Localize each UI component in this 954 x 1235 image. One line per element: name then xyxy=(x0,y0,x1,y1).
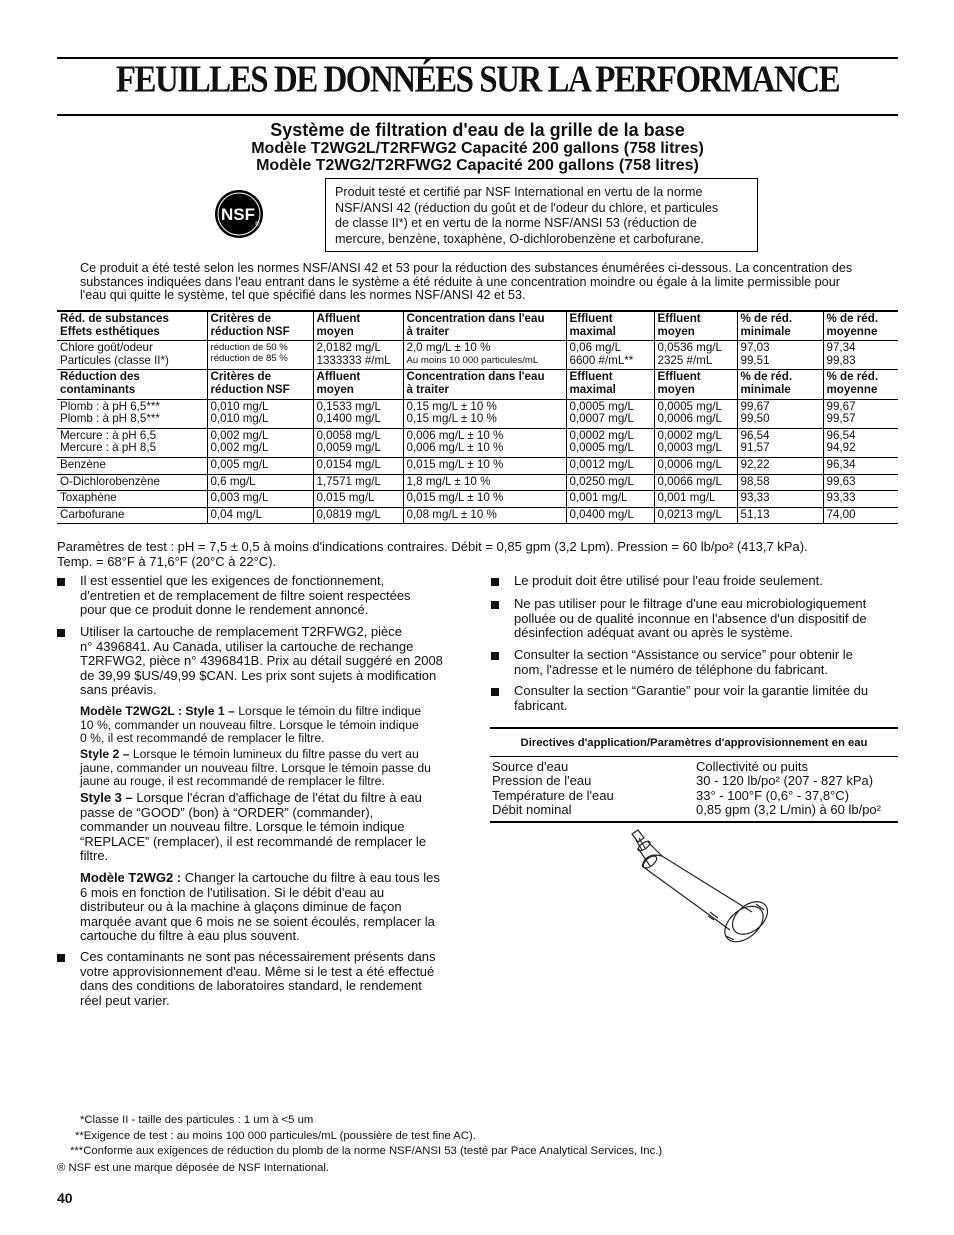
table-cell xyxy=(654,341,737,370)
table-cell-line: Chlore goût/odeur Particules (classe II*) xyxy=(60,341,169,367)
bullet-line: fabricant. xyxy=(514,697,568,713)
table-cell: 0,0002 mg/L 0,0003 mg/L xyxy=(654,428,737,457)
bullet-square-icon xyxy=(491,601,499,609)
directives-row xyxy=(490,789,898,803)
table-cell: Carbofurane xyxy=(57,507,207,524)
table-cell: 96,54 91,57 xyxy=(737,428,823,457)
nsf-logo-text: NSF xyxy=(221,205,255,224)
table-cell xyxy=(57,341,207,370)
table-cell: 0,0058 mg/L 0,0059 mg/L xyxy=(313,428,403,457)
cert-line: Produit testé et certifié par NSF International en vertu de la norme xyxy=(335,185,703,199)
test-params-line: Temp. = 68°F à 71,6°F (20°C à 22°C). xyxy=(57,554,277,569)
table-cell: 93,33 xyxy=(737,491,823,508)
table-cell: 0,015 mg/L ± 10 % xyxy=(403,491,566,508)
directives-value: 30 - 120 lb/po² (207 - 827 kPa) xyxy=(696,773,874,789)
table-cell: Critères de réduction NSF xyxy=(207,311,313,341)
table-header-cell: Effluent moyen xyxy=(654,370,737,399)
table-header-cell: % de réd. minimale xyxy=(737,370,823,399)
table-row xyxy=(57,491,898,508)
table-cell-line: 97,03 99,51 xyxy=(740,341,770,367)
table-cell: 0,0005 mg/L 0,0006 mg/L xyxy=(654,399,737,428)
table-row xyxy=(57,428,898,457)
model-heading-2: Modèle T2WG2/T2RFWG2 Capacité 200 gallons (758 litres) xyxy=(256,157,699,174)
intro-line: substances indiquées dans l'eau entrant dans le système a été réduite à une concentration moindre ou égale à la limite permissible pour xyxy=(80,274,840,289)
bullet-square-icon xyxy=(57,629,65,637)
table-cell: % de réd. minimale xyxy=(737,311,823,341)
t2wg2-paragraph xyxy=(80,871,475,944)
table-cell: Effluent moyen xyxy=(654,311,737,341)
table-cell: 0,0005 mg/L 0,0007 mg/L xyxy=(566,399,654,428)
directives-value: 33° - 100°F (0,6° - 37,8°C) xyxy=(696,787,850,803)
table-cell: 99,67 99,50 xyxy=(737,399,823,428)
bullet-line: Consulter la section “Garantie” pour voir la garantie limitée du xyxy=(514,683,869,698)
table-header-cell: Critères de réduction NSF xyxy=(207,370,313,399)
table-cell: Effluent maximal xyxy=(566,311,654,341)
table-cell: 1,7571 mg/L xyxy=(313,474,403,491)
para-line: Lorsque l'écran d'affichage de l'état du filtre à eau xyxy=(132,790,422,805)
table-cell: 0,002 mg/L 0,002 mg/L xyxy=(207,428,313,457)
bullet-line: d'entretien et de remplacement de filtre soient respectées xyxy=(80,587,411,603)
table-cell-line: réduction de 50 % réduction de 85 % xyxy=(210,342,288,365)
directives-row xyxy=(490,803,898,817)
table-cell: 0,015 mg/L xyxy=(313,491,403,508)
footnote-trademark: ® NSF est une marque déposée de NSF International. xyxy=(57,1162,330,1174)
table-cell: 0,010 mg/L 0,010 mg/L xyxy=(207,399,313,428)
bullet-line: polluée ou de qualité inconnue en l'absence d'un dispositif de xyxy=(514,610,867,626)
directives-row xyxy=(490,774,898,788)
directives-title: Directives d'application/Paramètres d'approvisionnement en eau xyxy=(490,727,898,757)
bullet-line: nom, l'adresse et le numéro de téléphone du fabricant. xyxy=(514,661,828,677)
svg-text:®: ® xyxy=(255,222,260,228)
footnote-lead-compliance: ***Conforme aux exigences de réduction du plomb de la norme NSF/ANSI 53 (testé par Pace Analytical Services, Inc.) xyxy=(70,1145,663,1157)
table-cell: Réd. de substances Effets esthétiques xyxy=(57,311,207,341)
style1-paragraph xyxy=(80,705,475,746)
table-row xyxy=(57,474,898,491)
table-cell: 0,04 mg/L xyxy=(207,507,313,524)
bullet-square-icon xyxy=(491,652,499,660)
table-cell: 0,0006 mg/L xyxy=(654,457,737,474)
table-cell: Affluent moyen xyxy=(313,311,403,341)
table-row xyxy=(57,341,898,370)
table-row xyxy=(57,507,898,524)
para-line: jaune au rouge, il est recommandé de remplacer le filtre. xyxy=(80,774,385,789)
bullet-square-icon xyxy=(57,954,65,962)
bullet-line: votre approvisionnement d'eau. Même si le test a été effectué xyxy=(80,963,435,979)
page-number: 40 xyxy=(57,1190,73,1206)
table-cell: 0,0250 mg/L xyxy=(566,474,654,491)
footnote-class-ii: *Classe II - taille des particules : 1 um à <5 um xyxy=(80,1114,314,1126)
table-row xyxy=(57,311,898,341)
table-cell: 93,33 xyxy=(823,491,898,508)
para-line: cartouche du filtre à eau plus souvent. xyxy=(80,928,300,944)
bullet-line: dans des conditions de laboratoires standard, le rendement xyxy=(80,978,422,994)
directives-value: 0,85 gpm (3,2 L/min) à 60 lb/po² xyxy=(696,802,881,818)
directives-table xyxy=(490,727,898,823)
bullet-square-icon xyxy=(491,578,499,586)
para-line: marquée avant que 6 mois ne se soient écoulés, remplacer la xyxy=(80,913,435,929)
bullet-line: Le produit doit être utilisé pour l'eau froide seulement. xyxy=(514,573,823,588)
t2wg2-label: Modèle T2WG2 : xyxy=(80,870,182,885)
bullet-line: T2RFWG2, pièce n° 4396841B. Prix au détail suggéré en 2008 xyxy=(80,653,443,669)
test-parameters xyxy=(57,539,898,569)
table-cell: 0,0002 mg/L 0,0005 mg/L xyxy=(566,428,654,457)
para-line: filtre. xyxy=(80,848,109,864)
table-cell-line: 97,34 99,83 xyxy=(826,341,856,367)
style1-label: Modèle T2WG2L : Style 1 – xyxy=(80,704,235,718)
table-cell: 0,0012 mg/L xyxy=(566,457,654,474)
para-line: 10 %, commander un nouveau filtre. Lorsque le témoin indique xyxy=(80,717,419,732)
table-cell: 0,1533 mg/L 0,1400 mg/L xyxy=(313,399,403,428)
bullet-line: Ne pas utiliser pour le filtrage d'une eau microbiologiquement xyxy=(514,596,867,611)
table-cell: 0,6 mg/L xyxy=(207,474,313,491)
filter-cartridge-image xyxy=(622,826,772,946)
footnote-test-requirement: **Exigence de test : au moins 100 000 particules/mL (poussière de test fine AC). xyxy=(75,1130,476,1142)
table-cell: 96,34 xyxy=(823,457,898,474)
style3-label: Style 3 – xyxy=(80,790,133,805)
para-line: Lorsque le témoin lumineux du filtre passe du vert au xyxy=(129,747,419,761)
table-cell: 0,0213 mg/L xyxy=(654,507,737,524)
table-cell: Benzène xyxy=(57,457,207,474)
table-cell: 51,13 xyxy=(737,507,823,524)
style2-label: Style 2 – xyxy=(80,747,130,761)
bullet-line: de 39,99 $US/49,99 $CAN. Les prix sont sujets à modification xyxy=(80,667,437,683)
table-cell: % de réd. moyenne xyxy=(823,311,898,341)
intro-line: l'eau qui quitte le système, tel que spécifié dans les normes NSF/ANSI 42 et 53. xyxy=(80,288,526,303)
table-cell: 0,0066 mg/L xyxy=(654,474,737,491)
certification-box xyxy=(325,178,758,252)
table-cell: 1,8 mg/L ± 10 % xyxy=(403,474,566,491)
para-line: “REPLACE” (remplacer), il est recommandé de remplacer le xyxy=(80,833,427,849)
table-cell: 0,0400 mg/L xyxy=(566,507,654,524)
para-line: distributeur ou à la machine à glaçons diminue de façon xyxy=(80,899,402,915)
table-cell: 0,006 mg/L ± 10 % 0,006 mg/L ± 10 % xyxy=(403,428,566,457)
table-cell-line: Au moins 10 000 particules/mL xyxy=(406,354,539,366)
table-header-cell: Concentration dans l'eau à traiter xyxy=(403,370,566,399)
table-cell: 98,58 xyxy=(737,474,823,491)
table-cell-line: 2,0 mg/L ± 10 % xyxy=(406,341,491,355)
table-cell: 0,001 mg/L xyxy=(566,491,654,508)
table-cell: 74,00 xyxy=(823,507,898,524)
para-line: Lorsque le témoin du filtre indique xyxy=(234,704,422,718)
para-line: jaune, commander un nouveau filtre. Lorsque le témoin passe du xyxy=(80,760,431,775)
table-header-cell: Affluent moyen xyxy=(313,370,403,399)
bullet-line: désinfection adéquat avant ou après le système. xyxy=(514,625,793,641)
table-cell-line: 2,0182 mg/L 1333333 #/mL xyxy=(316,341,391,367)
table-cell: 0,08 mg/L ± 10 % xyxy=(403,507,566,524)
table-cell: 0,003 mg/L xyxy=(207,491,313,508)
performance-table xyxy=(57,310,898,524)
bullet-line: n° 4396841. Au Canada, utiliser la cartouche de rechange xyxy=(80,638,414,654)
directives-value: Collectivité ou puits xyxy=(696,759,808,774)
table-cell: 99,63 xyxy=(823,474,898,491)
table-cell: 99,67 99,57 xyxy=(823,399,898,428)
table-cell: Mercure : à pH 6,5 Mercure : à pH 8,5 xyxy=(57,428,207,457)
table-header-cell: Réduction des contaminants xyxy=(57,370,207,399)
para-line: passe de “GOOD” (bon) à “ORDER” (commander), xyxy=(80,804,374,820)
table-cell: Toxaphène xyxy=(57,491,207,508)
table-cell: 0,0819 mg/L xyxy=(313,507,403,524)
para-line: 0 %, il est recommandé de remplacer le filtre. xyxy=(80,731,325,746)
table-cell-line: 0,0536 mg/L 2325 #/mL xyxy=(657,341,722,367)
table-header-cell: Effluent maximal xyxy=(566,370,654,399)
table-cell xyxy=(403,341,566,370)
para-line: Changer la cartouche du filtre à eau tous les xyxy=(181,870,440,885)
table-cell: O-Dichlorobenzène xyxy=(57,474,207,491)
bullet-line: Utiliser la cartouche de remplacement T2RFWG2, pièce xyxy=(80,624,402,639)
table-cell: 92,22 xyxy=(737,457,823,474)
table-cell xyxy=(566,341,654,370)
cert-line: mercure, benzène, toxaphène, O-dichlorobenzène et carbofurane. xyxy=(335,231,704,246)
table-header-row xyxy=(57,370,898,399)
table-cell: 0,0154 mg/L xyxy=(313,457,403,474)
bullet-square-icon xyxy=(491,688,499,696)
table-cell xyxy=(823,341,898,370)
directives-label: Pression de l'eau xyxy=(492,773,592,789)
bullet-line: réel peut varier. xyxy=(80,992,170,1008)
style3-paragraph xyxy=(80,791,475,864)
table-cell: Plomb : à pH 6,5*** Plomb : à pH 8,5*** xyxy=(57,399,207,428)
table-cell xyxy=(207,341,313,370)
directives-label: Température de l'eau xyxy=(492,787,614,803)
bullet-line: sans préavis. xyxy=(80,682,157,698)
cert-line: NSF/ANSI 42 (réduction du goût et de l'odeur du chlore, et particules xyxy=(335,200,719,215)
para-line: 6 mois en fonction de l'utilisation. Si le débit d'eau au xyxy=(80,884,385,900)
table-cell xyxy=(737,341,823,370)
system-heading: Système de filtration d'eau de la grille de la base xyxy=(270,120,685,140)
table-cell: 0,005 mg/L xyxy=(207,457,313,474)
table-cell: 0,001 mg/L xyxy=(654,491,737,508)
cert-line: de classe II*) et en vertu de la norme NSF/ANSI 53 (réduction de xyxy=(335,216,697,230)
style2-paragraph xyxy=(80,748,475,789)
bullet-square-icon xyxy=(57,578,65,586)
table-cell: 0,15 mg/L ± 10 % 0,15 mg/L ± 10 % xyxy=(403,399,566,428)
nsf-logo-icon xyxy=(213,188,265,240)
intro-line: Ce produit a été testé selon les normes NSF/ANSI 42 et 53 pour la réduction des substances énumérées ci-dessous. La concentration des xyxy=(80,261,853,275)
bullet-line: pour que ce produit donne le rendement annoncé. xyxy=(80,602,369,618)
test-params-line: Paramètres de test : pH = 7,5 ± 0,5 à moins d'indications contraires. Débit = 0,85 gpm (3,2 Lpm). Pression = 60 lb/po² (413,7 kPa). xyxy=(57,539,808,554)
intro-paragraph xyxy=(80,262,898,303)
page-title: FEUILLES DE DONNÉES SUR LA PERFORMANCE xyxy=(115,59,840,101)
table-row xyxy=(57,457,898,474)
bullet-line: Consulter la section “Assistance ou service” pour obtenir le xyxy=(514,647,853,662)
table-cell: 96,54 94,92 xyxy=(823,428,898,457)
table-cell: 0,015 mg/L ± 10 % xyxy=(403,457,566,474)
table-cell xyxy=(313,341,403,370)
model-heading-1: Modèle T2WG2L/T2RFWG2 Capacité 200 gallons (758 litres) xyxy=(251,140,704,157)
directives-label: Source d'eau xyxy=(492,759,569,774)
table-cell-line: 0,06 mg/L 6600 #/mL** xyxy=(569,341,634,367)
directives-row xyxy=(490,760,898,774)
directives-label: Débit nominal xyxy=(492,802,572,818)
bullet-line: Il est essentiel que les exigences de fonctionnement, xyxy=(80,573,385,588)
title-rule xyxy=(57,114,898,116)
table-row xyxy=(57,399,898,428)
para-line: commander un nouveau filtre. Lorsque le témoin indique xyxy=(80,819,405,835)
bullet-line: Ces contaminants ne sont pas nécessairement présents dans xyxy=(80,949,436,964)
table-header-cell: % de réd. moyenne xyxy=(823,370,898,399)
table-cell: Concentration dans l'eau à traiter xyxy=(403,311,566,341)
